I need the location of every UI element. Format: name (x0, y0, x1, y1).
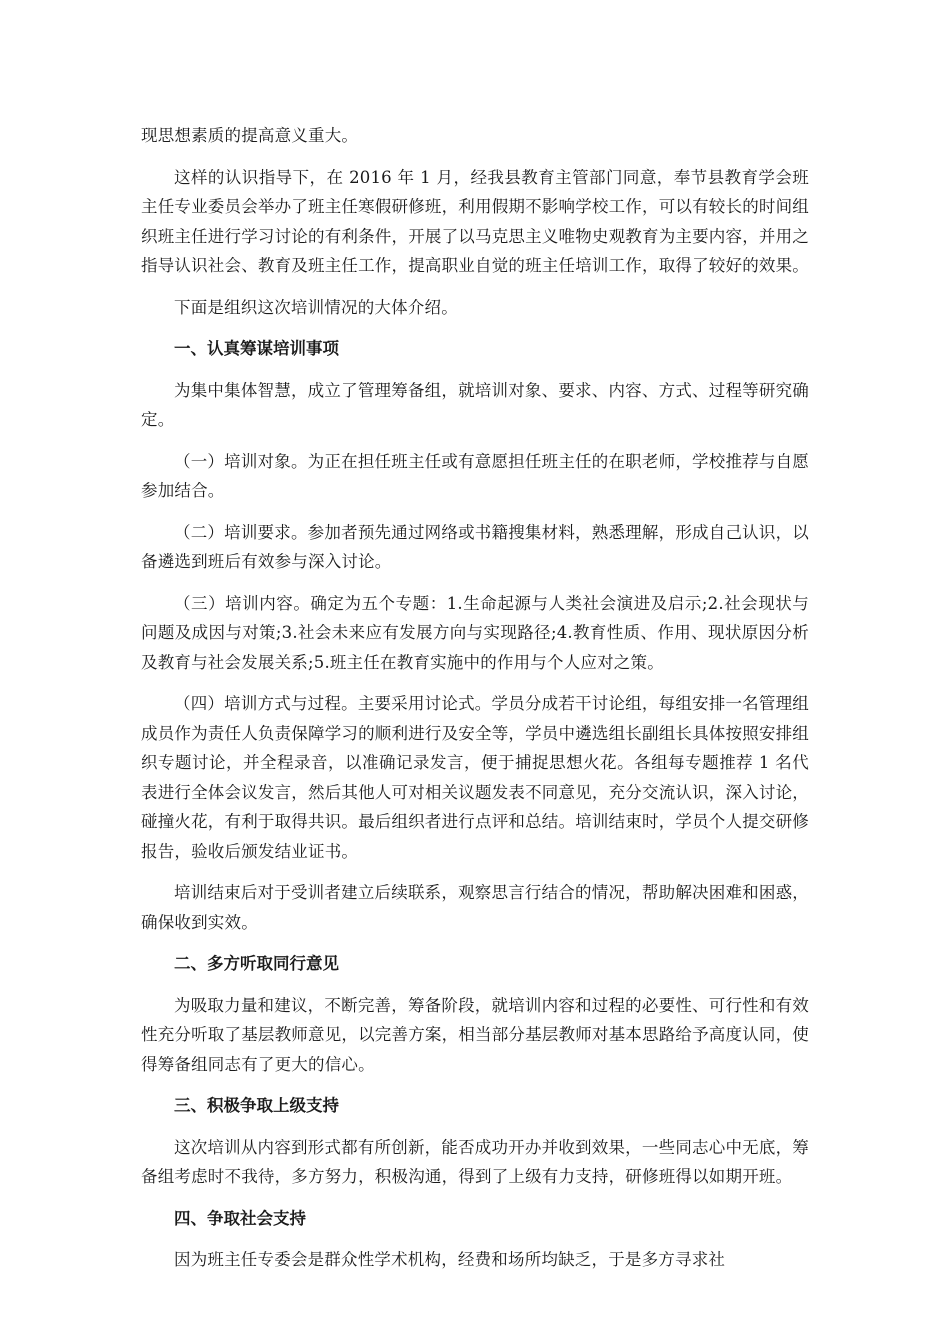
paragraph-continuation: 现思想素质的提高意义重大。 (141, 126, 359, 145)
paragraph-training-method: （四）培训方式与过程。主要采用讨论式。学员分成若干讨论组，每组安排一名管理组成员作为责任人负责保障学习的顺利进行及安全等，学员中遴选组长副组长具体按照安排组织专题讨论，并全程录音，以准确记录发言，便于捕捉思想火花。各组每专题推荐 1 名代表进行全体会议发言，然后其他人可对相关议题发表不同意见，充分交流认识，深入讨论，碰撞火花，有利于取得共识。最后组织者进行点评和总结。培训结束时，学员个人提交研修报告，验收后颁发结业证书。 (141, 694, 809, 861)
section-heading-2: 二、多方听取同行意见 (174, 954, 339, 973)
paragraph-training-requirements: （二）培训要求。参加者预先通过网络或书籍搜集材料，熟悉理解，形成自己认识，以备遴选到班后有效参与深入讨论。 (141, 522, 809, 571)
paragraph-peer-opinions: 为吸取力量和建议，不断完善，筹备阶段，就培训内容和过程的必要性、可行性和有效性充分听取了基层教师意见，以完善方案，相当部分基层教师对基本思路给予高度认同，使得筹备组同志有了更大的信心。 (141, 995, 809, 1074)
paragraph-planning: 为集中集体智慧，成立了管理筹备组，就培训对象、要求、内容、方式、过程等研究确定。 (141, 380, 809, 429)
paragraph-training-target: （一）培训对象。为正在担任班主任或有意愿担任班主任的在职老师，学校推荐与自愿参加结合。 (141, 451, 809, 500)
document-page (141, 121, 809, 1344)
paragraph-social-support: 因为班主任专委会是群众性学术机构，经费和场所均缺乏，于是多方寻求社 (174, 1250, 726, 1269)
paragraph-intro: 下面是组织这次培训情况的大体介绍。 (174, 297, 458, 317)
section-heading-1: 一、认真筹谋培训事项 (174, 339, 339, 358)
section-heading-4: 四、争取社会支持 (174, 1208, 306, 1228)
paragraph-superior-support: 这次培训从内容到形式都有所创新，能否成功开办并收到效果，一些同志心中无底，筹备组考虑时不我待，多方努力，积极沟通，得到了上级有力支持，研修班得以如期开班。 (141, 1137, 809, 1186)
paragraph-background: 这样的认识指导下，在 2016 年 1 月，经我县教育主管部门同意，奉节县教育学会班主任专业委员会举办了班主任寒假研修班，利用假期不影响学校工作，可以有较长的时间组织班主任进行学习讨论的有利条件，开展了以马克思主义唯物史观教育为主要内容，并用之指导认识社会、教育及班主任工作，提高职业自觉的班主任培训工作，取得了较好的效果。 (141, 167, 809, 275)
paragraph-training-content: （三）培训内容。确定为五个专题：1.生命起源与人类社会演进及启示;2.社会现状与问题及成因与对策;3.社会未来应有发展方向与实现路径;4.教育性质、作用、现状原因分析及教育与社会发展关系;5.班主任在教育实施中的作用与个人应对之策。 (141, 593, 809, 672)
section-heading-3: 三、积极争取上级支持 (174, 1096, 339, 1115)
paragraph-follow-up: 培训结束后对于受训者建立后续联系，观察思言行结合的情况，帮助解决困难和困惑，确保收到实效。 (141, 883, 809, 932)
